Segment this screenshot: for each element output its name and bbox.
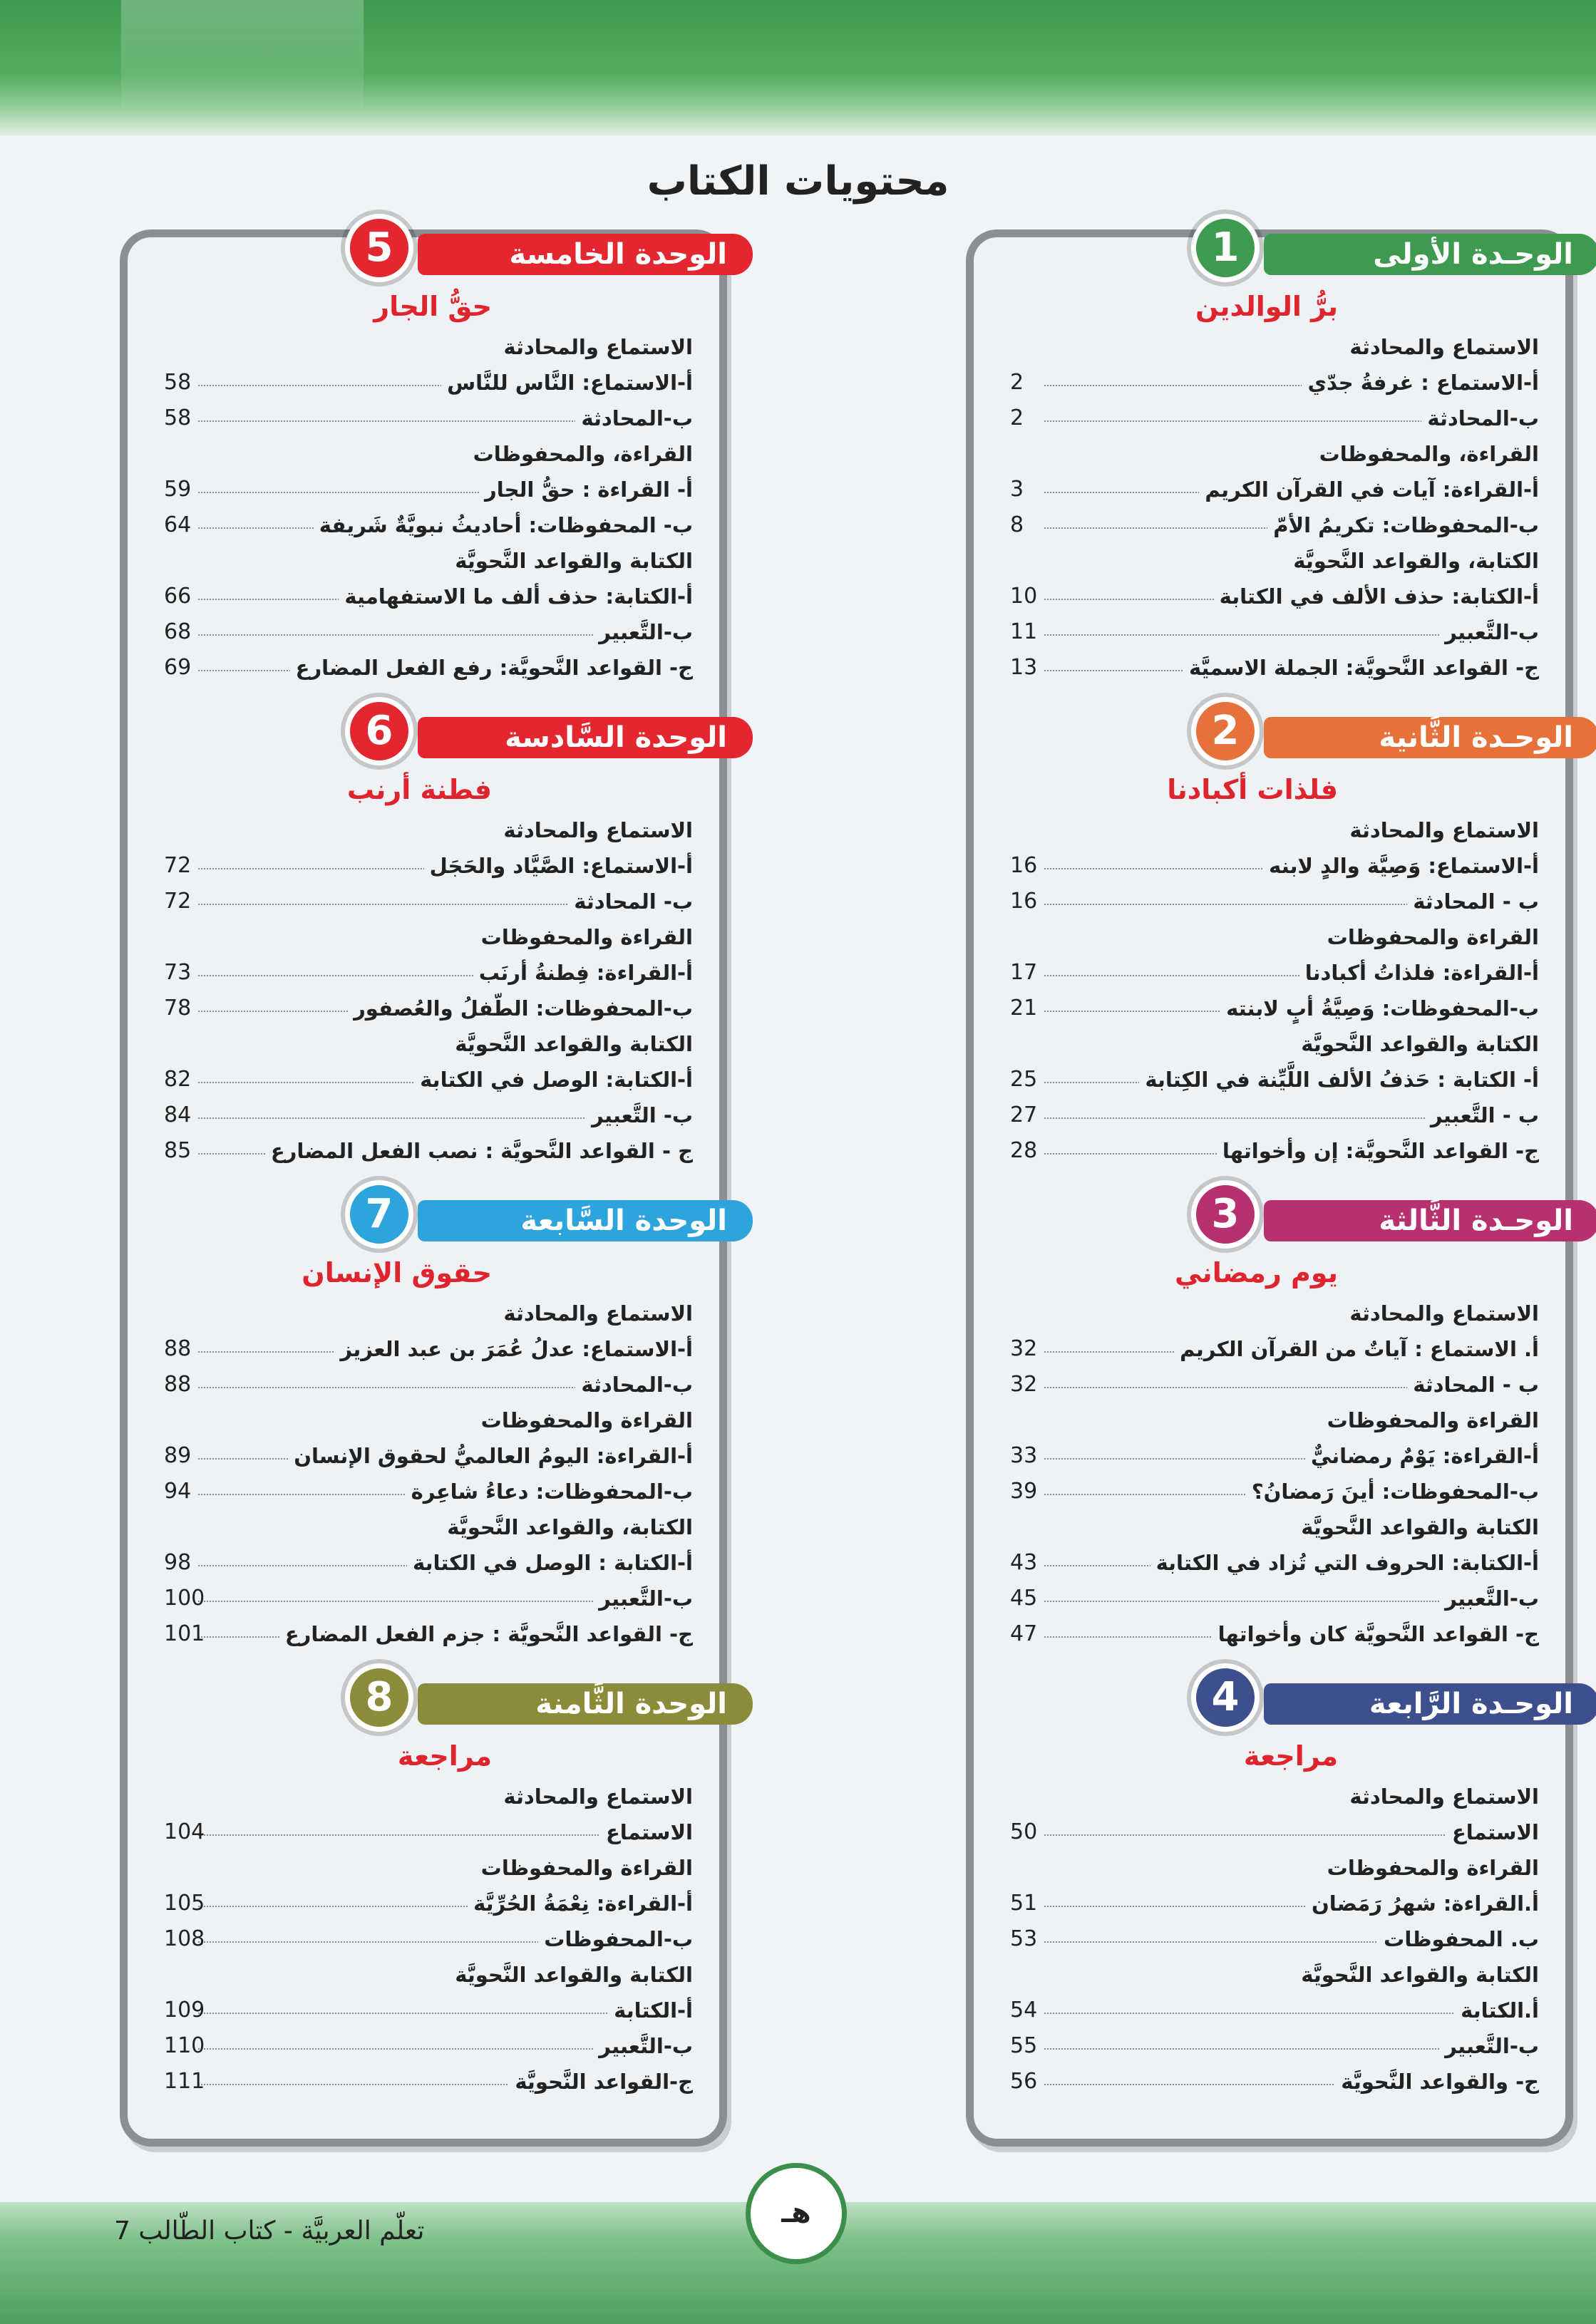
unit-number-badge: 6	[345, 697, 413, 765]
toc-page-number: 21	[1010, 996, 1038, 1021]
section-heading: القراءة والمحفوظات	[1327, 1408, 1539, 1432]
toc-page-number: 32	[1010, 1336, 1038, 1361]
toc-entry-label: ب - المحادثة	[1407, 1367, 1539, 1403]
toc-entry-label: ب-المحفوظات: أينَ رَمضانُ؟	[1246, 1474, 1539, 1509]
unit-5	[120, 214, 727, 686]
toc-entry-label: ج- القواعد النَّحويَّة: إن وأخواتها	[1217, 1133, 1539, 1169]
section-heading: الكتابة والقواعد النَّحويَّة	[1301, 1963, 1539, 1987]
toc-page-number: 32	[1010, 1372, 1038, 1397]
toc-entry[interactable]	[120, 991, 727, 1026]
toc-page-number: 16	[1010, 853, 1038, 878]
unit-1	[966, 214, 1573, 686]
toc-page-number: 33	[1010, 1443, 1038, 1468]
unit-title: الوحدة السَّادسة	[418, 717, 753, 758]
toc-page-number: 68	[164, 619, 192, 644]
toc-entry[interactable]	[966, 1367, 1573, 1403]
section-heading: الكتابة والقواعد النَّحويَّة	[455, 1963, 693, 1987]
toc-entry[interactable]	[966, 1921, 1573, 1957]
unit-subtitle: فلذات أكبادنا	[1167, 774, 1338, 805]
toc-page-number: 47	[1010, 1621, 1038, 1646]
right-column	[966, 214, 1573, 2138]
toc-entry-label: ب-المحفوظات: وَصِيَّةُ أبٍ لابنته	[1220, 991, 1539, 1026]
unit-header	[966, 697, 1573, 763]
toc-entry-label: أ.القراءة: شهرُ رَمَضان	[1306, 1886, 1539, 1921]
unit-subtitle: حقوق الإنسان	[302, 1257, 492, 1288]
toc-entry[interactable]	[966, 1474, 1573, 1509]
toc-page-number: 64	[164, 512, 192, 537]
toc-entry-label: أ-الكتابة: حذف ألف ما الاستفهامية	[339, 579, 693, 614]
toc-entry-label: أ-الاستماع: عدلُ عُمَرَ بن عبد العزيز	[334, 1331, 693, 1367]
toc-entry-label: أ-القراءة: آيات في القرآن الكريم	[1199, 472, 1539, 507]
toc-entry[interactable]	[966, 507, 1573, 543]
toc-page-number: 56	[1010, 2069, 1038, 2094]
section-heading: الاستماع والمحادثة	[503, 335, 693, 359]
unit-title: الوحـدة الرَّابعة	[1264, 1683, 1596, 1725]
toc-entry[interactable]	[120, 1814, 727, 1850]
toc-entry-label: ب- المحفوظات: أحاديثُ نبويَّةٌ شَريفة	[314, 507, 693, 543]
toc-entry-label: ج-القواعد النَّحويَّة	[509, 2064, 693, 2100]
section-heading: الكتابة والقواعد النَّحويَّة	[455, 549, 693, 573]
toc-entry[interactable]	[120, 1331, 727, 1367]
header-highlight	[121, 0, 364, 107]
toc-entry[interactable]	[120, 1545, 727, 1581]
unit-title: الوحدة الخامسة	[418, 234, 753, 275]
toc-entry[interactable]	[120, 848, 727, 884]
unit-title: الوحدة الثَّامنة	[418, 1683, 753, 1725]
toc-page-number: 8	[1010, 512, 1024, 537]
toc-entry-label: ب-المحادثة	[575, 1367, 693, 1403]
toc-page-number: 27	[1010, 1102, 1038, 1127]
toc-page-number: 13	[1010, 655, 1038, 680]
toc-entry[interactable]	[120, 614, 727, 650]
toc-page-number: 84	[164, 1102, 192, 1127]
toc-entry[interactable]	[120, 884, 727, 919]
toc-page-number: 2	[1010, 370, 1024, 395]
section-heading: الاستماع والمحادثة	[503, 1301, 693, 1326]
unit-subtitle: برُّ الوالدين	[1195, 291, 1338, 322]
unit-7	[120, 1180, 727, 1652]
toc-page-number: 10	[1010, 584, 1038, 609]
toc-entry-label: ج - القواعد النَّحويَّة : نصب الفعل المضارع	[265, 1133, 693, 1169]
unit-subtitle: فطنة أرنب	[346, 774, 492, 805]
toc-entry-label: أ-الكتابة: الحروف التي تُزاد في الكتابة	[1150, 1545, 1539, 1581]
toc-page-number: 110	[164, 2033, 205, 2058]
toc-entry[interactable]	[966, 2028, 1573, 2064]
toc-entry-label: ب-التَّعبير	[593, 2028, 693, 2064]
toc-entry-label: أ. الاستماع : آياتٌ من القرآن الكريم	[1174, 1331, 1539, 1367]
toc-entry-label: أ-الكتابة: الوصل في الكتابة	[414, 1062, 693, 1098]
toc-entry-label: ج- القواعد النَّحويَّة: رفع الفعل المضارع	[290, 650, 693, 686]
toc-entry[interactable]	[966, 401, 1573, 436]
toc-entry-label: ج- القواعد النَّحويَّة: الجملة الاسميَّة	[1183, 650, 1539, 686]
toc-entry-label: ب-المحفوظات: تكريمُ الأمّ	[1267, 507, 1539, 543]
toc-page-number: 2	[1010, 406, 1024, 430]
toc-entry-label: ب - المحادثة	[1407, 884, 1539, 919]
section-heading: الاستماع والمحادثة	[1349, 1785, 1539, 1809]
section-heading: الكتابة والقواعد النَّحويَّة	[1301, 1515, 1539, 1539]
footer-book-title: تعلّم العربيَّة - كتاب الطّالب 7	[114, 2216, 425, 2246]
unit-header	[966, 1663, 1573, 1729]
unit-header	[966, 1180, 1573, 1246]
toc-entry-label: أ-القراءة: نِعْمَةُ الحُرِّيَّة	[468, 1886, 693, 1921]
toc-entry-label: أ- القراءة : حقُّ الجار	[479, 472, 693, 507]
left-column	[120, 214, 727, 2138]
toc-page-number: 11	[1010, 619, 1038, 644]
section-heading: القراءة والمحفوظات	[1327, 925, 1539, 949]
toc-page-number: 73	[164, 960, 192, 985]
unit-6	[120, 697, 727, 1169]
toc-page-number: 78	[164, 996, 192, 1021]
toc-entry[interactable]	[120, 2028, 727, 2064]
page-title: محتويات الكتاب	[647, 158, 949, 205]
section-heading: الكتابة، والقواعد النَّحويَّة	[1293, 549, 1539, 573]
toc-entry-label: أ-الاستماع: الصَّيَّاد والحَجَل	[424, 848, 693, 884]
toc-entry-label: ب-المحادثة	[1421, 401, 1539, 436]
toc-entry-label: أ.الكتابة	[1455, 1993, 1539, 2028]
toc-page-number: 85	[164, 1138, 192, 1163]
unit-subtitle: يوم رمضاني	[1174, 1257, 1338, 1288]
toc-entry[interactable]	[966, 614, 1573, 650]
toc-entry[interactable]	[966, 991, 1573, 1026]
section-heading: القراءة، والمحفوظات	[1319, 442, 1539, 466]
toc-page-number: 108	[164, 1926, 205, 1951]
section-heading: القراءة والمحفوظات	[480, 1408, 693, 1432]
toc-entry-label: أ-الاستماع: وَصِيَّة والدٍ لابنه	[1263, 848, 1539, 884]
toc-entry-label: أ-الكتابة	[608, 1993, 693, 2028]
page-number-marker: هـ	[746, 2163, 847, 2264]
toc-page-number: 72	[164, 889, 192, 914]
unit-2	[966, 697, 1573, 1169]
unit-title: الوحـدة الثَّانية	[1264, 717, 1596, 758]
toc-page-number: 66	[164, 584, 192, 609]
toc-entry[interactable]	[120, 1474, 727, 1509]
toc-entry[interactable]	[120, 1616, 727, 1652]
toc-page-number: 58	[164, 370, 192, 395]
toc-page-number: 105	[164, 1891, 205, 1916]
toc-entry[interactable]	[120, 1993, 727, 2028]
toc-entry-label: أ-الاستماع: النَّاس للنَّاس	[441, 365, 693, 401]
toc-page-number: 55	[1010, 2033, 1038, 2058]
toc-page-number: 72	[164, 853, 192, 878]
unit-title: الوحـدة الأولى	[1264, 234, 1596, 275]
section-heading: الاستماع والمحادثة	[1349, 818, 1539, 842]
unit-number-badge: 8	[345, 1663, 413, 1732]
toc-page-number: 28	[1010, 1138, 1038, 1163]
toc-entry[interactable]	[966, 848, 1573, 884]
toc-entry[interactable]	[120, 1581, 727, 1616]
toc-entry[interactable]	[966, 955, 1573, 991]
unit-number-badge: 2	[1191, 697, 1260, 765]
toc-entry-label: ب-التَّعبير	[1439, 1581, 1539, 1616]
toc-entry[interactable]	[966, 579, 1573, 614]
toc-entry-label: أ-القراءة: اليومُ العالميُّ لحقوق الإنسان	[288, 1438, 693, 1474]
toc-entry[interactable]	[966, 884, 1573, 919]
toc-entry[interactable]	[966, 1886, 1573, 1921]
unit-title: الوحدة السَّابعة	[418, 1200, 753, 1241]
toc-entry-label: أ-الكتابة: حذف الألف في الكتابة	[1214, 579, 1539, 614]
toc-page-number: 51	[1010, 1891, 1038, 1916]
toc-page-number: 17	[1010, 960, 1038, 985]
toc-entry-label: أ-القراءة: يَوْمٌ رمضانيٌّ	[1305, 1438, 1539, 1474]
toc-entry[interactable]	[120, 1438, 727, 1474]
unit-subtitle: حقُّ الجار	[374, 291, 492, 322]
top-header-band	[0, 0, 1596, 135]
toc-entry[interactable]	[120, 1098, 727, 1133]
unit-number-badge: 3	[1191, 1180, 1260, 1249]
section-heading: الاستماع والمحادثة	[1349, 335, 1539, 359]
toc-page-number: 89	[164, 1443, 192, 1468]
toc-entry-label: ب- التَّعبير	[586, 1098, 693, 1133]
toc-entry-label: الاستماع	[1446, 1814, 1539, 1850]
toc-page-number: 94	[164, 1479, 192, 1504]
toc-entry[interactable]	[966, 1993, 1573, 2028]
toc-page-number: 45	[1010, 1586, 1038, 1611]
toc-entry-label: أ- الكتابة : حَذفُ الألف اللَّيِّنة في الكِتابة	[1139, 1062, 1539, 1098]
toc-entry[interactable]	[966, 1438, 1573, 1474]
toc-page-number: 88	[164, 1336, 192, 1361]
unit-subtitle: مراجعة	[397, 1740, 492, 1772]
toc-page-number: 39	[1010, 1479, 1038, 1504]
toc-entry-label: ب. المحفوظات	[1378, 1921, 1539, 1957]
toc-page-number: 53	[1010, 1926, 1038, 1951]
toc-page-number: 111	[164, 2069, 205, 2094]
section-heading: الاستماع والمحادثة	[503, 818, 693, 842]
section-heading: الاستماع والمحادثة	[503, 1785, 693, 1809]
unit-header	[120, 697, 727, 763]
toc-entry[interactable]	[120, 365, 727, 401]
toc-page-number: 25	[1010, 1067, 1038, 1092]
unit-number-badge: 7	[345, 1180, 413, 1249]
toc-entry-label: أ-الاستماع : غرفةُ جدّي	[1302, 365, 1539, 401]
toc-entry[interactable]	[966, 1581, 1573, 1616]
toc-page-number: 59	[164, 477, 192, 502]
toc-page-number: 16	[1010, 889, 1038, 914]
toc-entry[interactable]	[120, 650, 727, 686]
toc-entry[interactable]	[966, 472, 1573, 507]
toc-entry-label: ب- المحادثة	[568, 884, 693, 919]
toc-entry[interactable]	[966, 1098, 1573, 1133]
toc-page-number: 104	[164, 1819, 205, 1844]
toc-entry[interactable]	[120, 1367, 727, 1403]
toc-entry-label: ب - التَّعبير	[1425, 1098, 1539, 1133]
toc-entry[interactable]	[120, 1886, 727, 1921]
toc-entry-label: ب-المحفوظات: الطّفلُ والعُصفور	[348, 991, 693, 1026]
toc-entry[interactable]	[966, 1616, 1573, 1652]
unit-4	[966, 1663, 1573, 2100]
toc-page-number: 54	[1010, 1998, 1038, 2023]
section-heading: القراءة والمحفوظات	[1327, 1856, 1539, 1880]
toc-entry-label: ج- القواعد النَّحويَّة كان وأخواتها	[1213, 1616, 1539, 1652]
toc-entry[interactable]	[120, 472, 727, 507]
unit-header	[966, 214, 1573, 279]
section-heading: الكتابة والقواعد النَّحويَّة	[1301, 1032, 1539, 1056]
toc-entry-label: ب-التَّعبير	[593, 614, 693, 650]
toc-page-number: 50	[1010, 1819, 1038, 1844]
toc-entry-label: أ-الكتابة : الوصل في الكتابة	[407, 1545, 693, 1581]
toc-entry-label: الاستماع	[600, 1814, 693, 1850]
toc-entry-label: ج- والقواعد النَّحويَّة	[1335, 2064, 1539, 2100]
toc-page-number: 100	[164, 1586, 205, 1611]
toc-page-number: 43	[1010, 1550, 1038, 1575]
section-heading: الاستماع والمحادثة	[1349, 1301, 1539, 1326]
toc-entry[interactable]	[120, 955, 727, 991]
unit-8	[120, 1663, 727, 2100]
toc-entry[interactable]	[120, 1133, 727, 1169]
toc-entry[interactable]	[966, 1814, 1573, 1850]
section-heading: القراءة، والمحفوظات	[473, 442, 693, 466]
toc-entry-label: ب-المحفوظات: دعاءُ شاعِرة	[406, 1474, 693, 1509]
toc-entry-label: ب-المحفوظات	[538, 1921, 693, 1957]
toc-entry-label: ب-التَّعبير	[593, 1581, 693, 1616]
toc-entry[interactable]	[966, 1062, 1573, 1098]
section-heading: الكتابة، والقواعد النَّحويَّة	[447, 1515, 693, 1539]
unit-subtitle: مراجعة	[1243, 1740, 1338, 1772]
unit-3	[966, 1180, 1573, 1652]
unit-number-badge: 4	[1191, 1663, 1260, 1732]
unit-header	[120, 1663, 727, 1729]
toc-entry[interactable]	[966, 650, 1573, 686]
unit-number-badge: 1	[1191, 214, 1260, 282]
toc-entry-label: أ-القراءة: فِطنةُ أرنَب	[473, 955, 693, 991]
section-heading: الكتابة والقواعد النَّحويَّة	[455, 1032, 693, 1056]
toc-entry[interactable]	[966, 365, 1573, 401]
toc-entry[interactable]	[120, 2064, 727, 2100]
toc-entry[interactable]	[966, 2064, 1573, 2100]
toc-page-number: 82	[164, 1067, 192, 1092]
section-heading: القراءة والمحفوظات	[480, 1856, 693, 1880]
toc-page-number: 3	[1010, 477, 1024, 502]
unit-number-badge: 5	[345, 214, 413, 282]
toc-page-number: 109	[164, 1998, 205, 2023]
toc-entry[interactable]	[120, 1921, 727, 1957]
toc-page-number: 98	[164, 1550, 192, 1575]
toc-entry-label: ب-المحادثة	[575, 401, 693, 436]
toc-entry[interactable]	[120, 507, 727, 543]
unit-header	[120, 1180, 727, 1246]
toc-entry[interactable]	[966, 1545, 1573, 1581]
toc-entry[interactable]	[966, 1331, 1573, 1367]
toc-entry-label: ب-التَّعبير	[1439, 614, 1539, 650]
toc-entry-label: ب-التَّعبير	[1439, 2028, 1539, 2064]
toc-entry-label: أ-القراءة: فلذاتُ أكبادنا	[1299, 955, 1539, 991]
toc-entry[interactable]	[966, 1133, 1573, 1169]
toc-page-number: 58	[164, 406, 192, 430]
toc-page-number: 101	[164, 1621, 205, 1646]
toc-page-number: 88	[164, 1372, 192, 1397]
toc-entry-label: ج- القواعد النَّحويَّة : جزم الفعل المضارع	[279, 1616, 693, 1652]
toc-entry[interactable]	[120, 401, 727, 436]
unit-header	[120, 214, 727, 279]
toc-page-number: 69	[164, 655, 192, 680]
section-heading: القراءة والمحفوظات	[480, 925, 693, 949]
unit-title: الوحـدة الثَّالثة	[1264, 1200, 1596, 1241]
toc-entry[interactable]	[120, 579, 727, 614]
toc-entry[interactable]	[120, 1062, 727, 1098]
